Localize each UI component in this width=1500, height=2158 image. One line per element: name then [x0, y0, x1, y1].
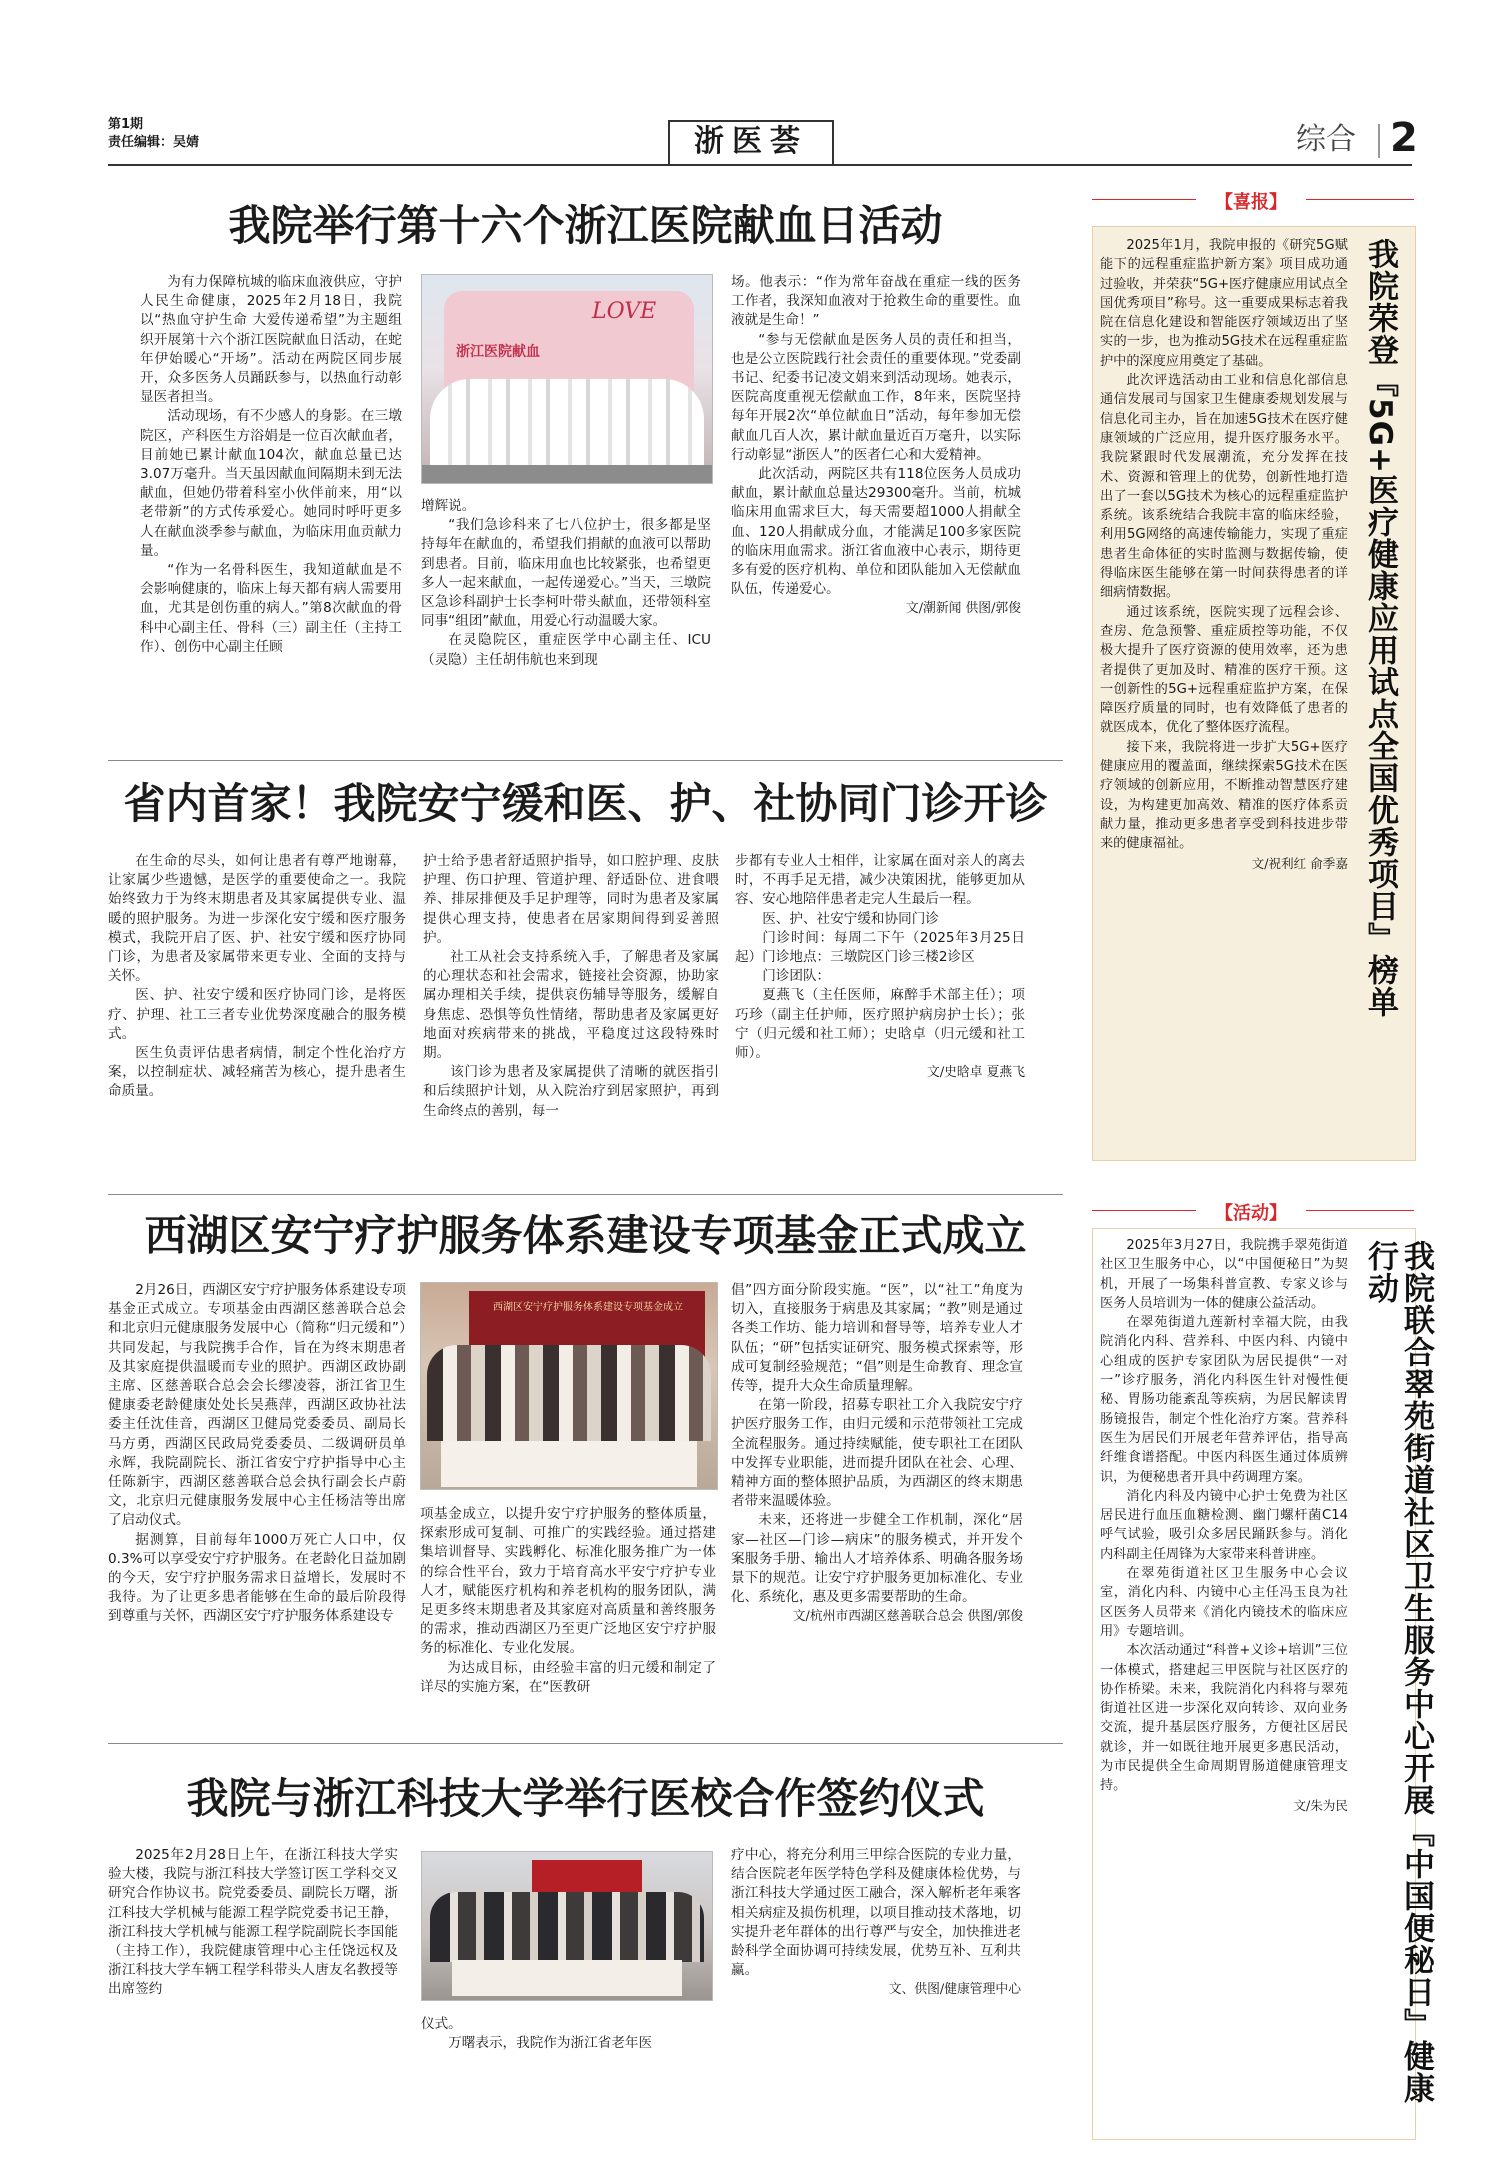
article3-col3	[731, 1281, 1023, 1627]
table-shape	[452, 1960, 682, 1996]
paragraph: 在翠苑街道九莲新村幸福大院，由我院消化内科、营养科、中医内科、内镜中心组成的医护专家团队为居民提供“一对一”诊疗服务，消化内科医生针对慢性便秘、胃肠功能紊乱等疾病，为居民解读胃肠镜报告，制定个性化治疗方案。营养科医生为居民们开展老年营养评估，指导高纤维食谱搭配。中医内科医生通过体质辨识，为便秘患者开具中药调理方案。	[1100, 1315, 1348, 1485]
paragraph: 项基金成立，以提升安宁疗护服务的整体质量，探索形成可复制、可推广的实践经验。通过搭建集培训督导、实践孵化、标准化服务推广为一体的综合性平台，致力于培育高水平安宁疗护专业人才，赋能医疗机构和养老机构的服务团队，满足更多终末期患者及其家庭对高质量和善终服务的需求，推动西湖区乃至更广泛地区安宁疗护服务的标准化、专业化发展。	[420, 1506, 716, 1657]
article1-col2	[421, 497, 711, 670]
paragraph: “我们急诊科来了七八位护士，很多都是坚持每年在献血的，希望我们捐献的血液可以帮助到患者。目前，临床用血也比较紧张，也希望更多人一起来献血，一起传递爱心。”当天，三墩院区急诊科副护士长李柯叶带头献血，还带领科室同事“组团”献血，用爱心行动温暖大家。	[421, 517, 711, 630]
article4-title: 我院与浙江科技大学举行医校合作签约仪式	[186, 1774, 985, 1823]
paragraph: 在翠苑街道社区卫生服务中心会议室，消化内科、内镜中心主任冯玉良为社区医务人员带来《消化内镜技术的临床应用》专题培训。	[1100, 1566, 1348, 1639]
paragraph: 步都有专业人士相伴，让家属在面对亲人的离去时，不再手足无措，减少决策困扰，能够更加从容、安心地陪伴患者走完人生最后一程。	[735, 853, 1025, 908]
paragraph: 倡”四方面分阶段实施。“医”，以“社工”角度为切入，直接服务于病患及其家属；“教”则是通过各类工作坊、能力培训和督导等，培养专业人才队伍；“研”包括实证研究、服务模式探索等，形成可复制经验规范；“倡”则是生命教育、理念宣传等，提升大众生命质量理解。	[731, 1282, 1023, 1395]
bus-sign: 浙江医院献血	[456, 344, 540, 360]
paragraph: 消化内科及内镜中心护士免费为社区居民进行血压血糖检测、幽门螺杆菌C14呼气试验，吸引众多居民踊跃参与。消化内科副主任周锋为大家带来科普讲座。	[1100, 1488, 1348, 1562]
article4-byline: 文、供图/健康管理中心	[888, 1982, 1021, 1998]
signing-table	[441, 1441, 697, 1487]
paragraph: 医生负责评估患者病情，制定个性化治疗方案，以控制症状、减轻痛苦为核心，提升患者生命质量。	[108, 1045, 406, 1100]
article2-col1	[108, 852, 406, 1102]
audience-shape	[427, 1345, 711, 1441]
paragraph: 场。他表示：“作为常年奋战在重症一线的医务工作者，我深知血液对于抢救生命的重要性。血液就是生命！”	[731, 274, 1021, 329]
issue-number: 第1期	[108, 117, 144, 132]
article1-rule	[108, 760, 1063, 761]
paragraph: 门诊团队：	[762, 968, 831, 985]
paragraph: 医、护、社安宁缓和医疗协同门诊，是将医疗、护理、社工三者专业优势深度融合的服务模式。	[108, 987, 406, 1042]
article1-title: 我院举行第十六个浙江医院献血日活动	[228, 201, 943, 250]
page-number: 2	[1390, 115, 1418, 161]
paragraph: 门诊时间：每周二下午（2025年3月25日起）门诊地点：三墩院区门诊三楼2诊区	[735, 929, 1025, 966]
paragraph: 医、护、社安宁缓和协同门诊	[762, 910, 939, 927]
paragraph: “作为一名骨科医生，我知道献血是不会影响健康的，临床上每天都有病人需要用血，尤其是创伤重的病人。”第8次献血的骨科中心副主任、骨科（三）副主任（主持工作）、创伤中心副主任顾	[140, 562, 402, 655]
paragraph: 在生命的尽头，如何让患者有尊严地谢幕，让家属少些遗憾，是医学的重要使命之一。我院始终致力于为终末期患者及其家属提供专业、温暖的照护服务。为进一步深化安宁缓和医疗服务模式，我院开启了医、护、社安宁缓和医疗协同门诊，为患者及家属带来更专业、全面的支持与关怀。	[108, 853, 406, 985]
section-divider	[1378, 124, 1380, 158]
crowd-shape	[430, 379, 704, 475]
paragraph: 为达成目标，由经验丰富的归元缓和制定了详尽的实施方案，在“医教研	[420, 1659, 716, 1695]
sidebar2-title: 我院联合翠苑街道社区卫生服务中心开展『中国便秘日』健康行动	[1362, 1240, 1434, 2104]
paragraph: 此次活动，两院区共有118位医务人员成功献血，累计献血总量达29300毫升。当前，杭城临床用血需求巨大，每天需要超1000人捐献全血、120人捐献成分血，才能满足100多家医院的临床用血需求。浙江省血液中心表示，期待更多有爱的医疗机构、单位和团队能加入无偿献血队伍，传递爱心。	[731, 466, 1021, 598]
paragraph: “参与无偿献血是医务人员的责任和担当，也是公立医院践行社会责任的重要体现。”党委副书记、纪委书记凌文娟来到活动现场。她表示，医院高度重视无偿献血工作，8年来，医院坚持每年开展2次“单位献血日”活动，每年参加无偿献血几百人次，累计献血量近百万毫升，以实际行动彰显“浙医人”的医者仁心和大爱精神。	[731, 331, 1021, 463]
fund-ceremony-photo	[420, 1282, 718, 1490]
sidebar1-body	[1100, 236, 1348, 873]
editor-credit: 责任编辑：吴婧	[108, 135, 200, 150]
blood-donation-photo	[421, 274, 713, 484]
paragraph: 仪式。	[421, 2016, 462, 2032]
article4-col3	[731, 1846, 1021, 2000]
sidebar2-byline: 文/朱为民	[1293, 1797, 1348, 1813]
article2-title: 省内首家！我院安宁缓和医、护、社协同门诊开诊	[123, 779, 1048, 828]
section-name: 综合	[1296, 122, 1356, 157]
article1-col1	[140, 273, 402, 657]
article2-col2	[423, 852, 719, 1121]
paragraph: 未来，还将进一步健全工作机制，深化“居家—社区—门诊—病床”的服务模式，并开发个案服务手册、输出人才培养体系、明确各服务场景下的规范。让安宁疗护服务更加标准化、专业化、系统化，惠及更多需要帮助的生命。	[731, 1512, 1023, 1606]
sidebar2-tag: 【活动】	[1196, 1199, 1306, 1225]
article3-rule	[108, 1743, 1063, 1744]
article1-byline: 文/潮新闻 供图/郭俊	[905, 601, 1021, 617]
paragraph: 据测算，目前每年1000万死亡人口中，仅0.3%可以享受安宁疗护服务。在老龄化日益加剧的今天，安宁疗护服务需求日益增长，发展时不我待。为了让更多患者能够在生命的最后阶段得到尊重与关怀，西湖区安宁疗护服务体系建设专	[108, 1531, 406, 1625]
paragraph: 护士给予患者舒适照护指导，如口腔护理、皮肤护理、伤口护理、管道护理、舒适卧位、进食喂养、排尿排便及手足护理等，同时为患者及家属提供心理支持，使患者在居家期间得到妥善照护。	[423, 853, 719, 946]
article3-title: 西湖区安宁疗护服务体系建设专项基金正式成立	[144, 1211, 1027, 1260]
article3-col2	[420, 1505, 716, 1697]
paragraph: 社工从社会支持系统入手，了解患者及家属的心理状态和社会需求，链接社会资源，协助家属办理相关手续，提供哀伤辅导等服务，缓解自身焦虑、恐惧等负性情绪，帮助患者及家属更好地面对疾病带来的挑战，平稳度过这段特殊时期。	[423, 949, 719, 1062]
paragraph: 在灵隐院区，重症医学中心副主任、ICU（灵隐）主任胡伟航也来到现	[421, 632, 711, 668]
paragraph: 本次活动通过“科普+义诊+培训”三位一体模式，搭建起三甲医院与社区医疗的协作桥梁。未来，我院消化内科将与翠苑街道社区进一步深化双向转诊、双向业务交流，提升基层医疗服务，方便社区居民就诊，并一如既往地开展更多惠民活动，为市民提供全生命周期胃肠道健康管理支持。	[1100, 1643, 1348, 1794]
people-shape	[430, 1892, 704, 1962]
article4-col2	[421, 2015, 711, 2053]
paragraph: 在第一阶段，招募专职社工介入我院安宁疗护医疗服务工作，由归元缓和示范带领社工完成全流程服务。通过持续赋能，使专职社工在团队中发挥专业职能，进而提升团队在社会、心理、精神方面的整体照护品质，为西湖区的终末期患者带来温暖体验。	[731, 1397, 1023, 1510]
sidebar1-tag: 【喜报】	[1196, 188, 1306, 214]
article2-col3	[735, 852, 1025, 1082]
paragraph: 万曙表示，我院作为浙江省老年医	[448, 2035, 653, 2052]
paragraph: 2月26日，西湖区安宁疗护服务体系建设专项基金正式成立。专项基金由西湖区慈善联合总会和北京归元健康服务发展中心（简称“归元缓和”）共同发起，与我院携手合作，旨在为终末期患者及其家庭提供温暖而专业的照护。西湖区政协副主席、区慈善联合总会会长缪凌蓉，浙江省卫生健康委老龄健康处处长吴燕萍，西湖区政协社法委主任沈佳音，西湖区卫健局党委委员、副局长马方勇，西湖区民政局党委委员、二级调研员单永辉，我院副院长、浙江省安宁疗护指导中心主任陈新宇，西湖区慈善联合总会执行副会长卢蔚文，北京归元健康服务发展中心主任杨洁等出席了启动仪式。	[108, 1282, 406, 1529]
header-rule	[108, 164, 1412, 166]
paragraph: 该门诊为患者及家属提供了清晰的就医指引和后续照护计划，从入院治疗到居家照护，再到生命终点的善别，每一	[423, 1064, 719, 1119]
sidebar2-body	[1100, 1236, 1348, 1815]
paragraph: 夏燕飞（主任医师，麻醉手术部主任）；项巧珍（副主任护师，医疗照护病房护士长）；张宁（归元缓和社工师）；史晗卓（归元缓和社工师）。	[735, 987, 1025, 1062]
ground-shape	[422, 465, 712, 483]
article2-rule	[108, 1194, 1063, 1195]
article2-byline: 文/史晗卓 夏燕飞	[927, 1065, 1025, 1081]
paragraph: 增辉说。	[421, 498, 476, 514]
paragraph: 2025年2月28日上午，在浙江科技大学实验大楼，我院与浙江科技大学签订医工学科交叉研究合作协议书。院党委委员、副院长万曙，浙江科技大学机械与能源工程学院党委书记王静，浙江科技大学机械与能源工程学院副院长李国能（主持工作），我院健康管理中心主任饶远权及浙江科技大学车辆工程学科带头人唐友名教授等出席签约	[108, 1847, 398, 1998]
paragraph: 2025年1月，我院申报的《研究5G赋能下的远程重症监护新方案》项目成功通过验收，并荣获“5G+医疗健康应用试点全国优秀项目”称号。这一重要成果标志着我院在信息化建设和智能医疗领域迈出了坚实的一步，也为推动5G技术在远程重症监护中的深度应用奠定了基础。	[1100, 238, 1348, 369]
paragraph: 活动现场，有不少感人的身影。在三墩院区，产科医生方浴娟是一位百次献血者，目前她已累计献血104次，献血总量已达3.07万毫升。当天虽因献血间隔期未到无法献血，但她仍带着科室小伙伴前来，用“以老带新”的方式传承爱心。她同时呼吁更多人在献血淡季参与献血，为临床用血贡献力量。	[140, 408, 402, 559]
sidebar1-byline: 文/祝利红 俞季嘉	[1251, 855, 1348, 871]
paragraph: 接下来，我院将进一步扩大5G+医疗健康应用的覆盖面，继续探索5G技术在医疗领域的创新应用，不断推动智慧医疗建设，为构建更加高效、精准的医疗体系贡献力量，推动更多患者享受到科技进步带来的健康福祉。	[1100, 739, 1348, 852]
paragraph: 为有力保障杭城的临床血液供应，守护人民生命健康，2025年2月18日，我院以“热血守护生命 大爱传递希望”为主题组织开展第十六个浙江医院献血日活动，在蛇年伊始暖心“开场”。活动在两院区同步展开，众多医务人员踊跃参与，以热血行动彰显医者担当。	[140, 274, 402, 406]
stage-banner-text: 西湖区安宁疗护服务体系建设专项基金成立	[493, 1302, 683, 1313]
bus-banner: LOVE	[592, 299, 657, 324]
sidebar1-title: 我院荣登『5G+医疗健康应用试点全国优秀项目』榜单	[1362, 238, 1398, 1018]
paragraph: 2025年3月27日，我院携手翠苑街道社区卫生服务中心，以“中国便秘日”为契机，开展了一场集科普宣教、专家义诊与医务人员培训为一体的健康公益活动。	[1100, 1238, 1348, 1311]
article1-col3	[731, 273, 1021, 619]
signing-ceremony-photo	[421, 1851, 713, 2001]
masthead-title: 浙医荟	[694, 124, 808, 159]
paragraph: 通过该系统，医院实现了远程会诊、查房、危急预警、重症质控等功能，不仅极大提升了医疗资源的使用效率，还为患者提供了更加及时、精准的医疗干预。这一创新性的5G+远程重症监护方案，在保障医疗质量的同时，也有效降低了患者的就医成本，优化了整体医疗流程。	[1100, 604, 1348, 736]
article3-byline: 文/杭州市西湖区慈善联合总会 供图/郭俊	[792, 1609, 1023, 1625]
article3-col1	[108, 1281, 406, 1627]
paragraph: 疗中心，将充分利用三甲综合医院的专业力量，结合医院老年医学特色学科及健康体检优势，与浙江科技大学通过医工融合，深入解析老年乘客相关病症及损伤机理，以项目推动技术落地，切实提升老年群体的出行尊严与安全，加快推进老龄科学全面协调可持续发展，优势互补、互利共赢。	[731, 1847, 1021, 1979]
paragraph: 此次评选活动由工业和信息化部信息通信发展司与国家卫生健康委规划发展与信息化司主办，旨在加速5G技术在医疗健康领域的广泛应用，提升医疗服务水平。我院紧跟时代发展潮流，充分发挥在技术、资源和管理上的优势，创新性地打造出了一套以5G技术为核心的远程重症监护系统。该系统结合我院丰富的临床经验，利用5G网络的高速传输能力，实现了重症患者生命体征的实时监测与数据传输，使得临床医生能够在第一时间获得患者的详细病情数据。	[1100, 373, 1348, 601]
article4-col1	[108, 1846, 398, 2000]
